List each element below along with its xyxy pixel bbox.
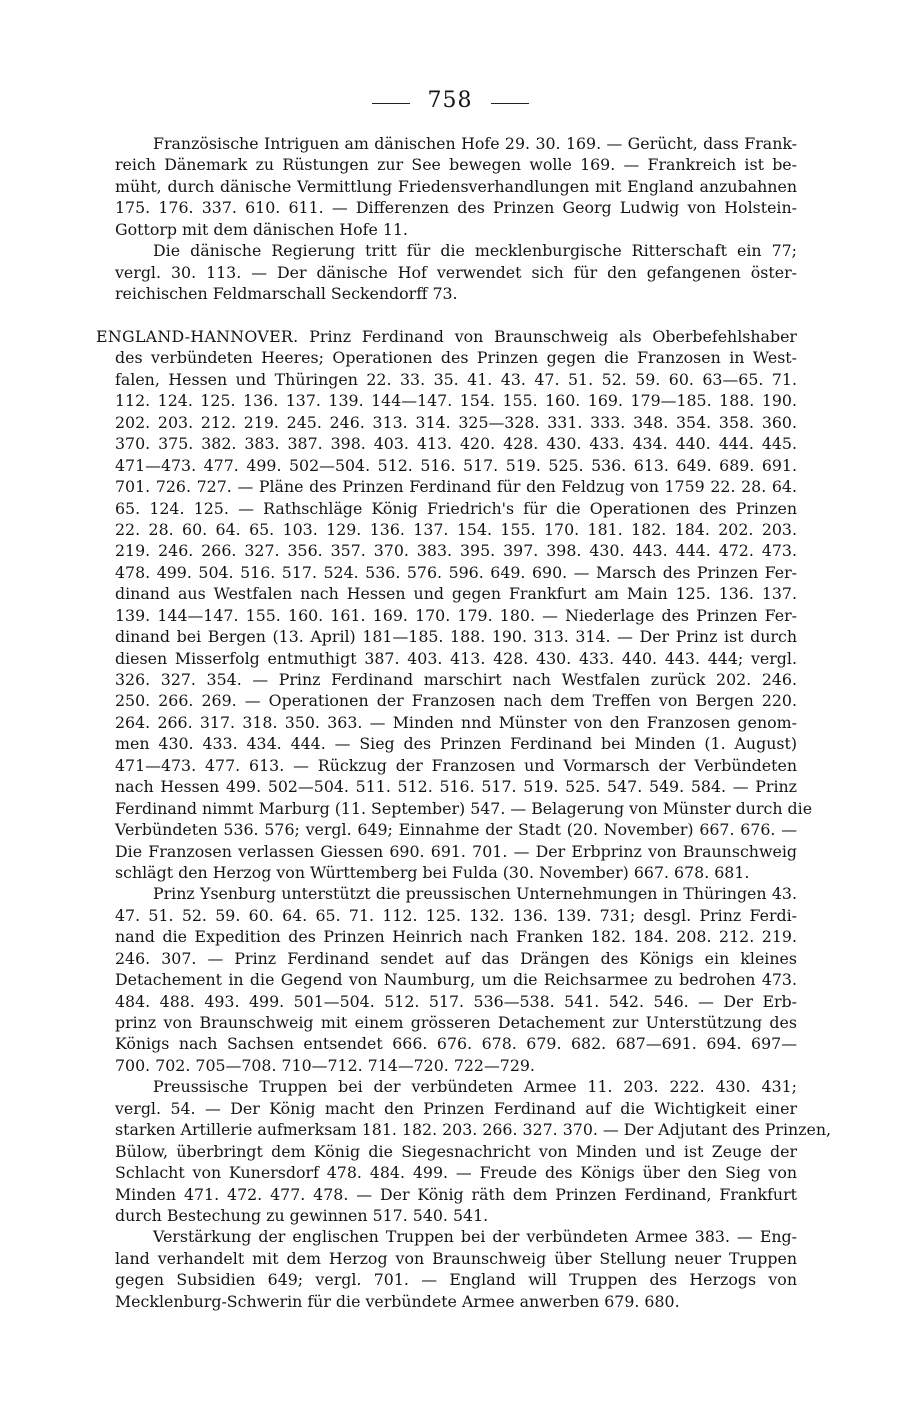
text-line: 219. 246. 266. 327. 356. 357. 370. 383. 395. 397. 398. 430. 443. 444. 472. 473. bbox=[115, 541, 797, 561]
text-line: men 430. 433. 434. 444. — Sieg des Prinzen Ferdinand bei Minden (1. August) bbox=[115, 734, 797, 754]
text-line: Die Franzosen verlassen Giessen 690. 691. 701. — Der Erbprinz von Braunschweig bbox=[115, 841, 797, 861]
section-heading: ENGLAND-HANNOVER. bbox=[96, 327, 299, 346]
text-line: 47. 51. 52. 59. 60. 64. 65. 71. 112. 125. 132. 136. 139. 731; desgl. Prinz Ferdi- bbox=[115, 905, 797, 925]
text-line: 471—473. 477. 499. 502—504. 512. 516. 517. 519. 525. 536. 613. 649. 689. 691. bbox=[115, 455, 797, 475]
text-line: 370. 375. 382. 383. 387. 398. 403. 413. 420. 428. 430. 433. 434. 440. 444. 445. bbox=[115, 434, 797, 454]
text-line: dinand aus Westfalen nach Hessen und gegen Frankfurt am Main 125. 136. 137. bbox=[115, 584, 797, 604]
text-line: 246. 307. — Prinz Ferdinand sendet auf das Drängen des Königs ein kleines bbox=[115, 948, 797, 968]
section-first-line bbox=[96, 326, 797, 347]
text-line: prinz von Braunschweig mit einem grösseren Detachement zur Unterstützung des bbox=[115, 1013, 797, 1032]
text-line: 700. 702. 705—708. 710—712. 714—720. 722—729. bbox=[115, 1055, 535, 1075]
text-line: 478. 499. 504. 516. 517. 524. 536. 576. 596. 649. 690. — Marsch des Prinzen Fer- bbox=[115, 562, 797, 582]
text-line: Französische Intriguen am dänischen Hofe 29. 30. 169. — Gerücht, dass Frank- bbox=[153, 134, 797, 153]
text-line: 250. 266. 269. — Operationen der Franzosen nach dem Treffen von Bergen 220. bbox=[115, 691, 797, 711]
text-line: 326. 327. 354. — Prinz Ferdinand marschirt nach Westfalen zurück 202. 246. bbox=[115, 670, 797, 689]
text-line: vergl. 54. — Der König macht den Prinzen Ferdinand auf die Wichtigkeit einer bbox=[115, 1098, 797, 1118]
text-line: 65. 124. 125. — Rathschläge König Friedrich's für die Operationen des Prinzen bbox=[115, 498, 797, 518]
paragraph-english-troops bbox=[115, 1226, 797, 1312]
text-line: durch Bestechung zu gewinnen 517. 540. 541. bbox=[115, 1205, 489, 1225]
page-number: 758 bbox=[427, 88, 473, 113]
text-line: 22. 28. 60. 64. 65. 103. 129. 136. 137. 154. 155. 170. 181. 182. 184. 202. 203. bbox=[115, 519, 797, 539]
text-line: 701. 726. 727. — Pläne des Prinzen Ferdinand für den Feldzug von 1759 22. 28. 64. bbox=[115, 477, 797, 497]
text-line: reich Dänemark zu Rüstungen zur See bewegen wolle 169. — Frankreich ist be- bbox=[115, 155, 797, 175]
text-line: nach Hessen 499. 502—504. 511. 512. 516. 517. 519. 525. 547. 549. 584. — Prinz bbox=[115, 777, 797, 797]
text-line: Minden 471. 472. 477. 478. — Der König räth dem Prinzen Ferdinand, Frankfurt bbox=[115, 1184, 797, 1204]
text-line: Mecklenburg-Schwerin für die verbündete Armee anwerben 679. 680. bbox=[115, 1291, 680, 1311]
section-body bbox=[115, 347, 813, 883]
text-line: müht, durch dänische Vermittlung Friedensverhandlungen mit England anzubahnen bbox=[115, 176, 797, 196]
paragraph-prussian-troops bbox=[115, 1076, 832, 1226]
text-line: diesen Misserfolg entmuthigt 387. 403. 413. 428. 430. 433. 440. 443. 444; vergl. bbox=[115, 648, 797, 668]
header-right-rule bbox=[491, 103, 529, 104]
text-line: 264. 266. 317. 318. 350. 363. — Minden nnd Münster von den Franzosen genom- bbox=[115, 712, 797, 732]
text-line: falen, Hessen und Thüringen 22. 33. 35. 41. 43. 47. 51. 52. 59. 60. 63—65. 71. bbox=[115, 369, 797, 389]
text-line: 484. 488. 493. 499. 501—504. 512. 517. 536—538. 541. 542. 546. — Der Erb- bbox=[115, 991, 797, 1011]
text-line: Verstärkung der englischen Truppen bei der verbündeten Armee 383. — Eng- bbox=[153, 1227, 797, 1247]
text-line: Die dänische Regierung tritt für die mecklenburgische Ritterschaft ein 77; bbox=[153, 241, 797, 261]
section-heading-text: Prinz Ferdinand von Braunschweig als Oberbefehlshaber bbox=[309, 327, 797, 346]
text-line: Detachement in die Gegend von Naumburg, um die Reichsarmee zu bedrohen 473. bbox=[115, 970, 797, 990]
text-line: 202. 203. 212. 219. 245. 246. 313. 314. 325—328. 331. 333. 348. 354. 358. 360. bbox=[115, 412, 797, 432]
text-line: starken Artillerie aufmerksam 181. 182. 203. 266. 327. 370. — Der Adjutant des Prinzen, bbox=[115, 1120, 832, 1140]
paragraph-ysenburg bbox=[115, 883, 797, 1076]
text-line: Gottorp mit dem dänischen Hofe 11. bbox=[115, 219, 408, 239]
text-line: 471—473. 477. 613. — Rückzug der Franzosen und Vormarsch der Verbündeten bbox=[115, 755, 797, 775]
text-line: Ferdinand nimmt Marburg (11. September) 547. — Belagerung von Münster durch die bbox=[115, 798, 813, 818]
text-line: schlägt den Herzog von Württemberg bei Fulda (30. November) 667. 678. 681. bbox=[115, 862, 750, 882]
text-line: gegen Subsidien 649; vergl. 701. — England will Truppen des Herzogs von bbox=[115, 1270, 797, 1290]
section-england-hannover bbox=[96, 326, 832, 1312]
text-line: Prinz Ysenburg unterstützt die preussischen Unternehmungen in Thüringen 43. bbox=[153, 884, 797, 904]
text-line: Königs nach Sachsen entsendet 666. 676. 678. 679. 682. 687—691. 694. 697— bbox=[115, 1034, 797, 1054]
text-line: vergl. 30. 113. — Der dänische Hof verwendet sich für den gefangenen öster- bbox=[115, 262, 797, 282]
text-line: Preussische Truppen bei der verbündeten Armee 11. 203. 222. 430. 431; bbox=[153, 1077, 797, 1097]
text-line: 112. 124. 125. 136. 137. 139. 144—147. 154. 155. 160. 169. 179—185. 188. 190. bbox=[115, 391, 797, 411]
page-header bbox=[0, 88, 900, 113]
text-line: reichischen Feldmarschall Seckendorff 73. bbox=[115, 284, 458, 304]
text-line: 175. 176. 337. 610. 611. — Differenzen des Prinzen Georg Ludwig von Holstein- bbox=[115, 198, 797, 218]
section-denmark bbox=[115, 133, 797, 305]
text-line: nand die Expedition des Prinzen Heinrich nach Franken 182. 184. 208. 212. 219. bbox=[115, 927, 797, 947]
text-line: Schlacht von Kunersdorf 478. 484. 499. — Freude des Königs über den Sieg von bbox=[115, 1163, 797, 1183]
text-line: 139. 144—147. 155. 160. 161. 169. 170. 179. 180. — Niederlage des Prinzen Fer- bbox=[115, 605, 797, 625]
header-left-rule bbox=[372, 103, 410, 104]
text-line: dinand bei Bergen (13. April) 181—185. 188. 190. 313. 314. — Der Prinz ist durch bbox=[115, 627, 797, 647]
text-line: Verbündeten 536. 576; vergl. 649; Einnahme der Stadt (20. November) 667. 676. — bbox=[115, 820, 797, 840]
text-line: land verhandelt mit dem Herzog von Braunschweig über Stellung neuer Truppen bbox=[115, 1248, 797, 1268]
text-line: Bülow, überbringt dem König die Siegesnachricht von Minden und ist Zeuge der bbox=[115, 1141, 797, 1161]
text-line: des verbündeten Heeres; Operationen des Prinzen gegen die Franzosen in West- bbox=[115, 348, 797, 368]
